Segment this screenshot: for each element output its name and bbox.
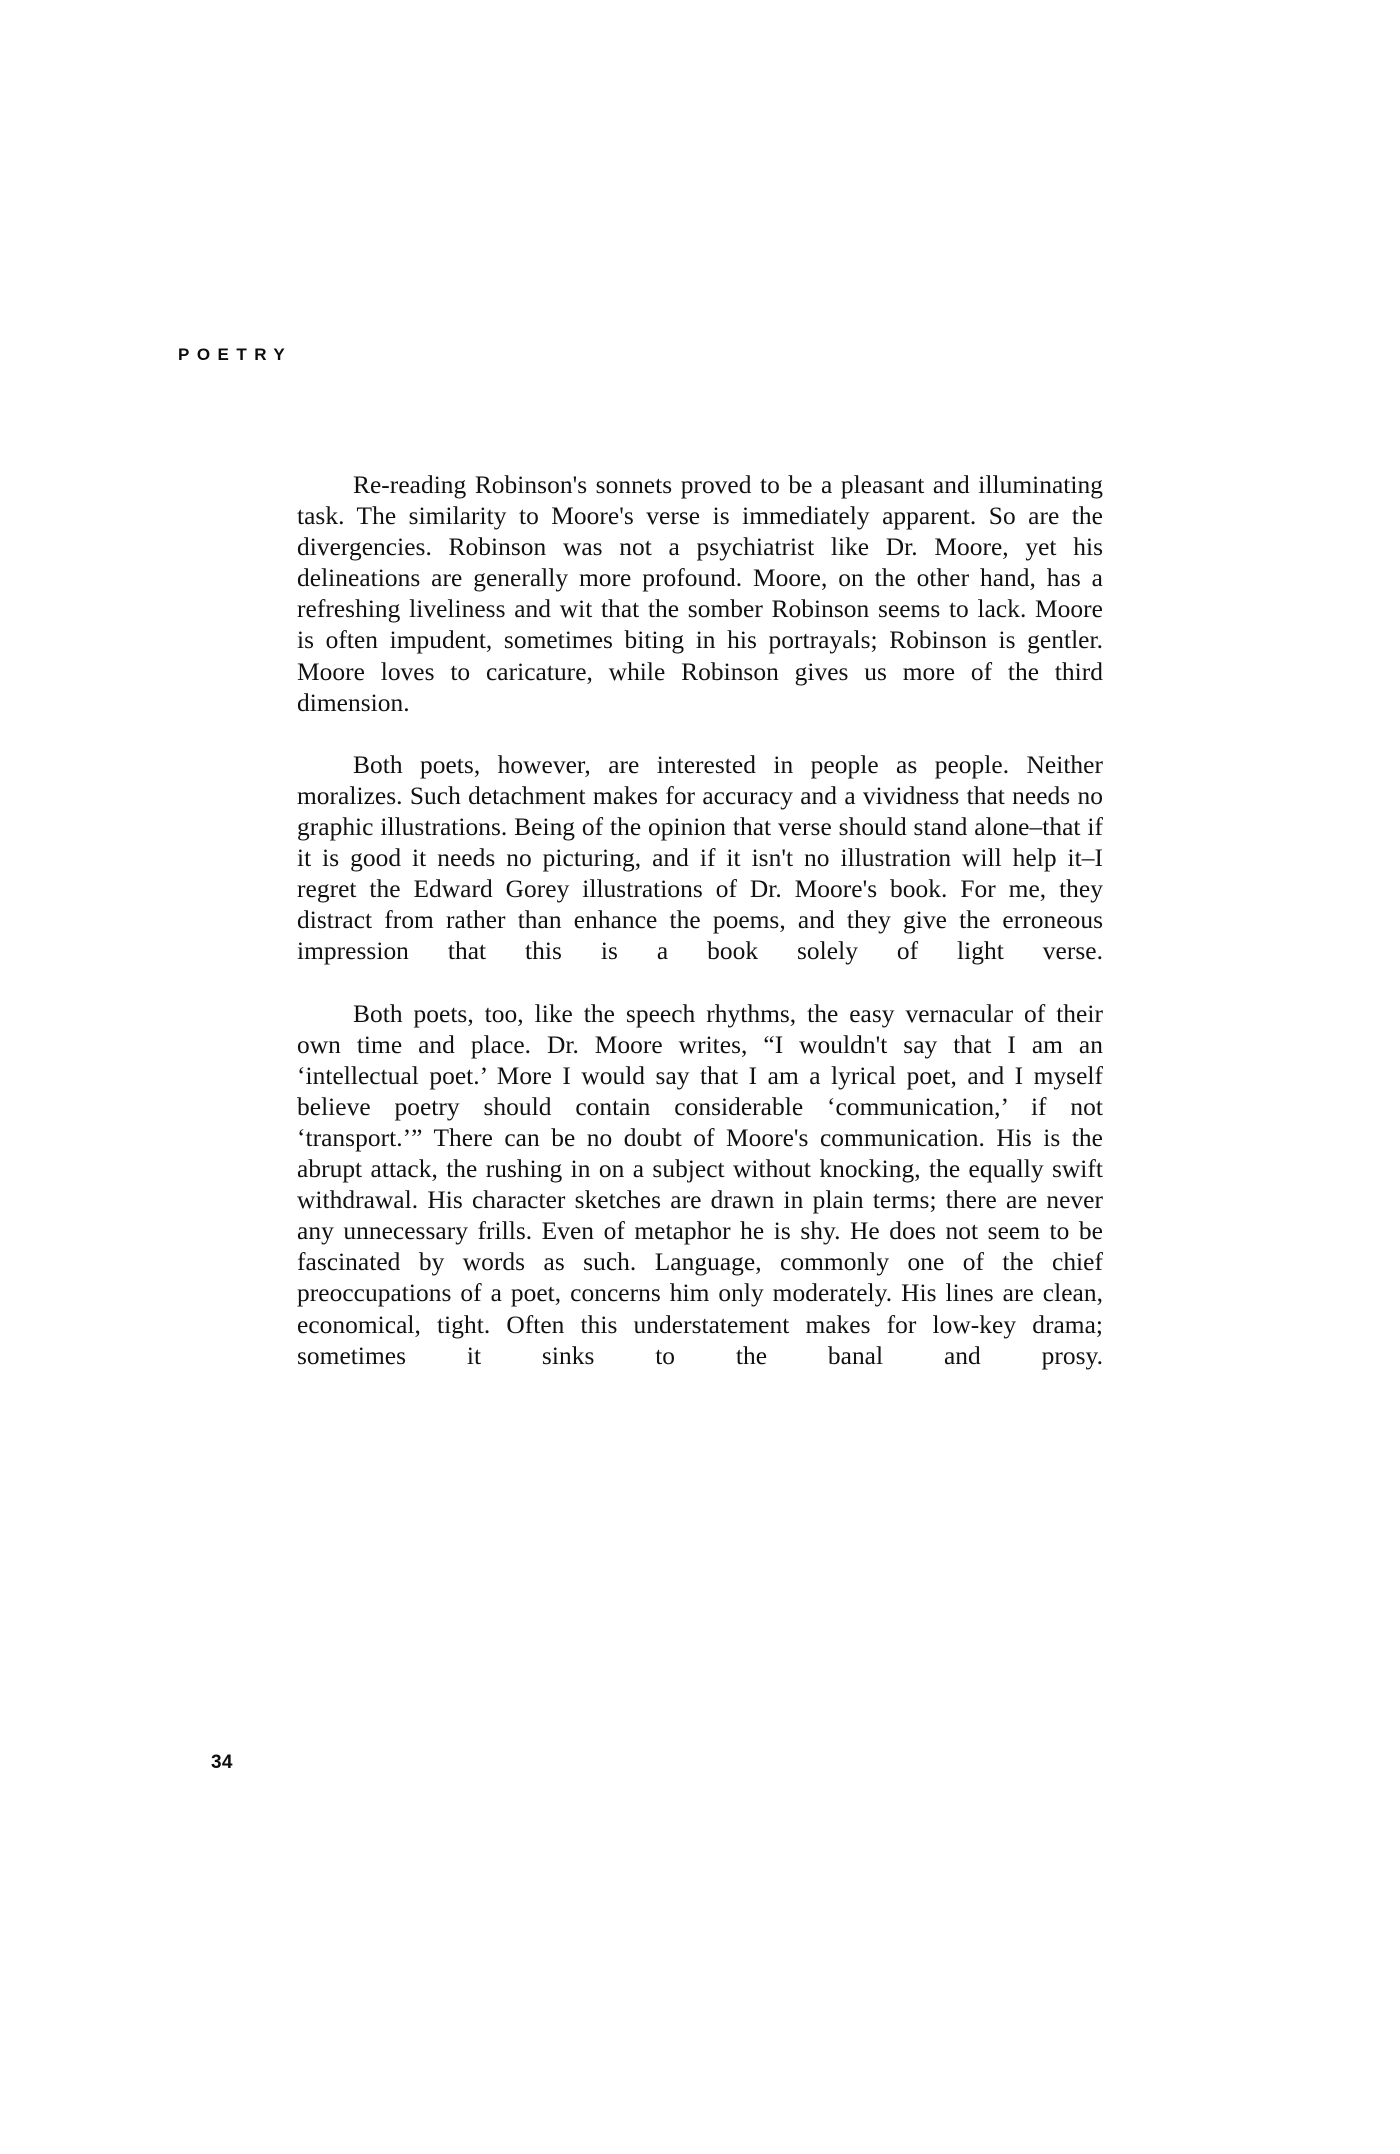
body-paragraph: Both poets, however, are interested in people as people. Neither moralizes. Such detachment makes for accuracy and a vividness that needs no graphic illustrations. Being of the opinion that verse should stand alone–that if it is good it needs no picturing, and if it isn't no illustration will help it–I regret the Edward Gorey illustrations of Dr. Moore's book. For me, they distract from rather than enhance the poems, and they give the erroneous impression that this is a book solely of light verse.: [297, 750, 1103, 966]
page-number: 34: [211, 1752, 233, 1773]
running-head: POETRY: [178, 345, 293, 364]
body-text-column: [297, 470, 1103, 1403]
body-paragraph: Both poets, too, like the speech rhythms, the easy vernacular of their own time and place. Dr. Moore writes, “I wouldn't say that I am an ‘intellectual poet.’ More I would say that I am a lyrical poet, and I myself believe poetry should contain considerable ‘communication,’ if not ‘transport.’” There can be no doubt of Moore's communication. His is the abrupt attack, the rushing in on a subject without knocking, the equally swift withdrawal. His character sketches are drawn in plain terms; there are never any unnecessary frills. Even of metaphor he is shy. He does not seem to be fascinated by words as such. Language, commonly one of the chief preoccupations of a poet, concerns him only moderately. His lines are clean, economical, tight. Often this understatement makes for low-key drama; sometimes it sinks to the banal and prosy.: [297, 999, 1103, 1370]
body-paragraph: Re-reading Robinson's sonnets proved to be a pleasant and illuminating task. The similarity to Moore's verse is immediately apparent. So are the divergencies. Robinson was not a psychiatrist like Dr. Moore, yet his delineations are generally more profound. Moore, on the other hand, has a refreshing liveliness and wit that the somber Robinson seems to lack. Moore is often impudent, sometimes biting in his portrayals; Robinson is gentler. Moore loves to caricature, while Robinson gives us more of the third dimension.: [297, 471, 1103, 717]
